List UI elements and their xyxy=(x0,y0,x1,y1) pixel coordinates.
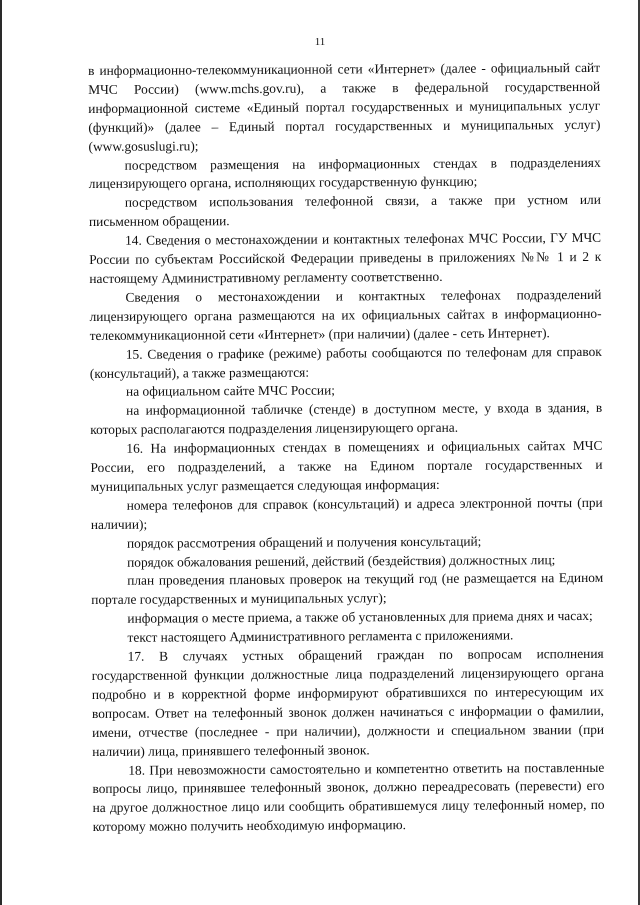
paragraph-continuation: в информационно-телекоммуникационной сети «Интернет» (далее - официальный сайт МЧС России) (www.mchs.gov.ru), а также в федеральной государственной информационной системе «Единый портал государственных и муниципальных услуг (функций)» (далее – Единый портал государственных и муниципальных услуг) (www.gosuslugi.ru); xyxy=(88,59,601,154)
paragraph-16-reception: информация о месте приема, а также об установленных для приема днях и часах; xyxy=(127,608,593,627)
paragraph-16: 16. На информационных стендах в помещениях и официальных сайтах МЧС России, его подразделений, а также на Едином портале государственных и муниципальных услуг размещается следующая информация: xyxy=(90,437,603,494)
page-number: 11 xyxy=(314,36,326,48)
paragraph-15-site: на официальном сайте МЧС России; xyxy=(125,382,335,400)
paragraph-16-phones: номера телефонов для справок (консультаций) и адреса электронной почты (при наличии); xyxy=(90,494,603,532)
paragraph-phone: посредством использования телефонной связи, а также при устном или письменном обращении. xyxy=(88,192,601,230)
paragraph-stands: посредством размещения на информационных стендах в подразделениях лицензирующего органа, исполняющих государственную функцию; xyxy=(88,154,601,192)
paragraph-17: 17. В случаях устных обращений граждан по вопросам исполнения государственной функции должностные лица подразделений лицензирующего органа подробно и в корректной форме информируют обратившихся по интересующим их вопросам. Ответ на телефонный звонок должен начинаться с информации о фамилии, имени, отчестве (последнее - при наличии), должности и специальном звании (при наличии) лица, принявшего телефонный звонок. xyxy=(91,645,605,759)
paragraph-14-subdivisions: Сведения о местонахождении и контактных телефонах подразделений лицензирующего органа размещаются на их официальных сайтах в информационно-телекоммуникационной сети «Интернет» (при наличии) (далее - сеть Интернет). xyxy=(89,286,602,343)
paragraph-15: 15. Сведения о графике (режиме) работы сообщаются по телефонам для справок (консультаций), а также размещаются: xyxy=(89,343,602,381)
paragraph-16-procedure: порядок рассмотрения обращений и получения консультаций; xyxy=(126,533,482,551)
document-body xyxy=(88,59,605,837)
paragraph-15-plate: на информационной табличке (стенде) в доступном месте, у входа в здания, в которых располагаются подразделения лицензирующего органа. xyxy=(90,400,603,438)
paragraph-16-plan: план проведения плановых проверок на текущий год (не размещается на Едином портале государственных и муниципальных услуг); xyxy=(91,570,604,608)
paragraph-18: 18. При невозможности самостоятельно и компетентно ответить на поставленные вопросы лицо, принявшее телефонный звонок, должно переадресовать (перевести) его на другое должностное лицо или сообщить обратившемуся лицу телефонный номер, по которому можно получить необходимую информацию. xyxy=(92,759,605,835)
paragraph-14: 14. Сведения о местонахождении и контактных телефонах МЧС России, ГУ МЧС России по субъектам Российской Федерации приведены в приложениях №№ 1 и 2 к настоящему Административному регламенту соответственно. xyxy=(89,230,602,286)
paragraph-16-text: текст настоящего Административного регламента с приложениями. xyxy=(127,627,514,645)
paragraph-16-appeal: порядок обжалования решений, действий (бездействия) должностных лиц; xyxy=(127,551,556,570)
